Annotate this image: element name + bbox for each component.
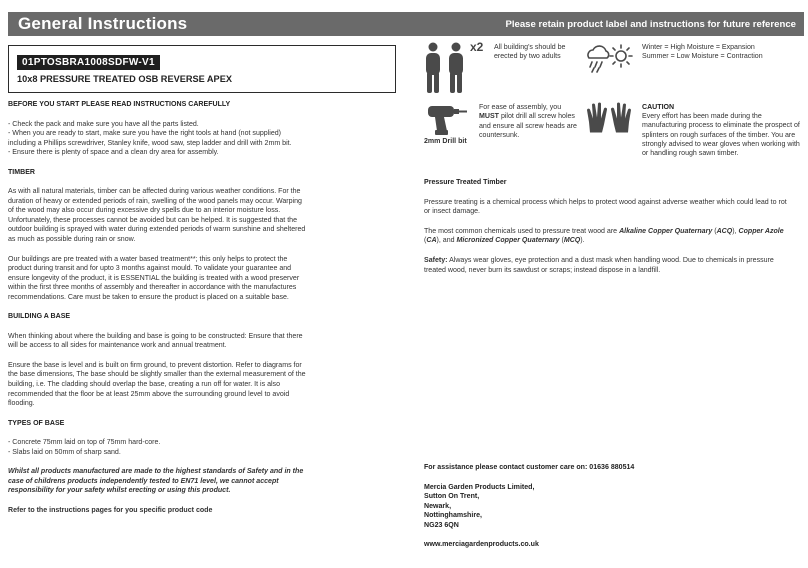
address-line: Sutton On Trent, bbox=[424, 493, 480, 501]
types-list bbox=[8, 438, 308, 457]
two-people-icon bbox=[422, 42, 468, 94]
refer-note: Refer to the instructions pages for you specific product code bbox=[8, 506, 213, 514]
chem-acq: Alkaline Copper Quaternary bbox=[619, 227, 713, 235]
address-line: NG23 6QN bbox=[424, 521, 459, 529]
info-grid bbox=[420, 40, 805, 170]
address bbox=[424, 483, 794, 531]
chem-mcq: Micronized Copper Quaternary bbox=[456, 237, 560, 245]
caution-text: Every effort has been made during the manufacturing process to eliminate the prospect of splinters on rough surfaces of the timber. You are strongly advised to wear gloves when working with or handling rough sawn timber. bbox=[642, 113, 800, 158]
customer-care: For assistance please contact customer care on: 01636 880514 bbox=[424, 464, 635, 471]
address-line: Newark, bbox=[424, 502, 452, 510]
types-line: - Concrete 75mm laid on top of 75mm hard-core. bbox=[8, 439, 161, 447]
header-bar bbox=[8, 12, 804, 36]
product-box bbox=[8, 45, 396, 93]
drill-caption: 2mm Drill bit bbox=[424, 138, 467, 145]
base-paragraph: Ensure the base is level and is built on firm ground, to prevent distortion. Refer to diagrams for the base dimensions, The base should be slightly smaller than the external measurement of the building, i.e. The cladding should overlap the base, creating a run off for water. It is also recommended that the floor be at least 25mm above the surrounding ground level to avoid flooding. bbox=[8, 361, 306, 408]
pt-chemicals: The most common chemicals used to pressure treat wood are Alkaline Copper Quaternary (ACQ), Copper Azole (CA), and Micronized Copper Quaternary (MCQ). bbox=[424, 227, 784, 245]
before-line: - Ensure there is plenty of space and a clean dry area for assembly. bbox=[8, 149, 219, 157]
timber-heading: TIMBER bbox=[8, 168, 36, 176]
before-heading: BEFORE YOU START PLEASE READ INSTRUCTIONS CAREFULLY bbox=[8, 101, 231, 108]
safety-text: Always wear gloves, eye protection and a dust mask when handling wood. Due to chemicals in pressure treated wood, never burn its sawdust or scraps; instead dispose in a landfill. bbox=[424, 256, 774, 274]
drill-icon bbox=[426, 102, 468, 136]
timber-paragraph: As with all natural materials, timber can be affected during various weather conditions. For the duration of heavy or extended periods of rain, swelling of the wood panels may occur. Warping of the wood may also occur during excessive dry spells due to an interior moisture loss. Unfortunately, these processes cannot be avoided but can be helped. It is suggested that the outdoor building is sprayed with water during extended periods of warm sunshine and sheltered as much as possible during rain or snow. bbox=[8, 188, 306, 244]
chem-mcq-abbr: MCQ bbox=[563, 237, 581, 245]
header-note: Please retain product label and instructions for future reference bbox=[505, 18, 796, 30]
safety-disclaimer: Whilst all products manufactured are made to the highest standards of Safety and in the case of childrens products independently tested to EN71 level, we cannot accept responsibility for your safety whilst erecting or using this product. bbox=[8, 468, 304, 495]
people-count: x2 bbox=[470, 40, 484, 54]
before-line: - Check the pack and make sure you have all the parts listed. bbox=[8, 120, 199, 128]
drill-text-pre: For ease of assembly, you bbox=[479, 104, 562, 111]
safety-label: Safety: bbox=[424, 256, 448, 264]
contact-block bbox=[424, 463, 794, 549]
weather-winter: Winter = High Moisture = Expansion bbox=[642, 44, 755, 51]
chem-acq-abbr: ACQ bbox=[716, 227, 733, 235]
people-text: All building's should be erected by two adults bbox=[494, 44, 566, 61]
right-column bbox=[424, 178, 794, 285]
product-code: 01PTOSBRA1008SDFW-V1 bbox=[17, 55, 160, 70]
pt-safety bbox=[424, 256, 794, 275]
drill-text bbox=[479, 103, 579, 140]
chem-ca: Copper Azole bbox=[738, 227, 784, 235]
weather-icon bbox=[585, 42, 633, 74]
address-line: Nottinghamshire, bbox=[424, 512, 482, 520]
types-line: - Slabs laid on 50mm of sharp sand. bbox=[8, 448, 121, 456]
base-heading: BUILDING A BASE bbox=[8, 313, 71, 321]
weather-summer: Summer = Low Moisture = Contraction bbox=[642, 53, 763, 60]
drill-text-post: pilot drill all screw holes and ensure all screw heads are countersunk. bbox=[479, 113, 577, 139]
before-line: - When you are ready to start, make sure you have the right tools at hand (not supplied) including a Phillips screwdriver, Stanley knife, wood saw, step ladder and drill with 2mm bit. bbox=[8, 130, 292, 147]
drill-text-must: MUST bbox=[479, 113, 499, 121]
left-column bbox=[8, 100, 308, 526]
website-link[interactable]: www.merciagardenproducts.co.uk bbox=[424, 540, 539, 548]
timber-paragraph: Our buildings are pre treated with a water based treatment**; this only helps to protect the product during transit and for upto 3 months against mould. To validate your guarantee and ensure longevity of the product, it is ESSENTIAL the building is treated with a wood preserver within the first three months of assembly and thereafter in accordance with the manufactures recommendations. Care must be taken to ensure the product is placed on a suitable base. bbox=[8, 255, 300, 301]
address-line: Mercia Garden Products Limited, bbox=[424, 483, 535, 491]
product-name: 10x8 PRESSURE TREATED OSB REVERSE APEX bbox=[17, 74, 232, 84]
types-heading: TYPES OF BASE bbox=[8, 419, 65, 427]
pt-heading: Pressure Treated Timber bbox=[424, 179, 507, 186]
chem-ca-abbr: CA bbox=[426, 237, 437, 245]
caution-heading: CAUTION bbox=[642, 104, 675, 111]
pt-paragraph: Pressure treating is a chemical process which helps to protect wood against adverse weather which could lead to rot or insect damage. bbox=[424, 198, 787, 216]
page-title: General Instructions bbox=[18, 14, 188, 33]
gloves-icon bbox=[585, 102, 633, 146]
base-paragraph: When thinking about where the building and base is going to be constructed: Ensure that there will be access to all sides for maintenance work and annual treatment. bbox=[8, 332, 303, 350]
pt-chemicals-intro: The most common chemicals used to pressure treat wood are bbox=[424, 227, 618, 235]
before-list bbox=[8, 120, 308, 158]
